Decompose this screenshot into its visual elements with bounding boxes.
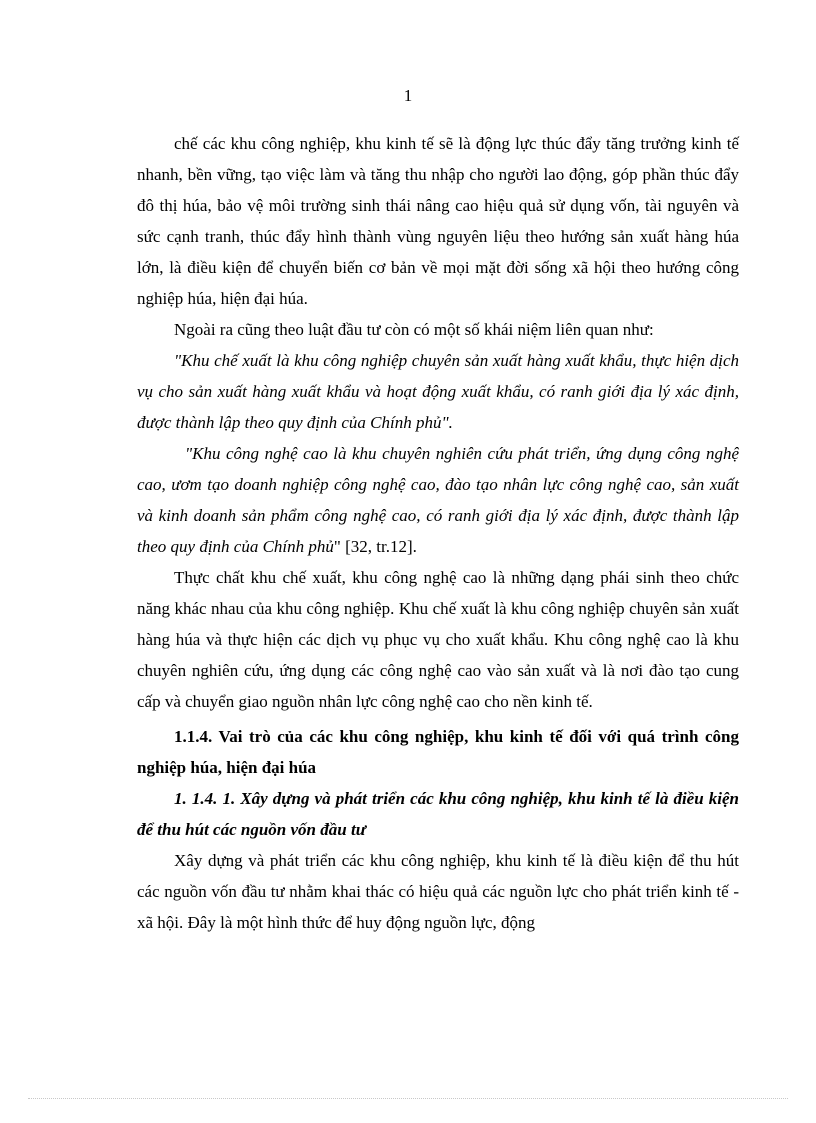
- paragraph-economic-impact: chế các khu công nghiệp, khu kinh tế sẽ là động lực thúc đẩy tăng trưởng kinh tế nhanh, bền vững, tạo việc làm và tăng thu nhập cho người lao động, góp phần thúc đẩy đô thị húa, bảo vệ môi trường sinh thái nâng cao hiệu quả sử dụng vốn, tài nguyên và sức cạnh tranh, thúc đẩy hình thành vùng nguyên liệu theo hướng sản xuất hàng húa lớn, là điều kiện để chuyển biến cơ bản về mọi mặt đời sống xã hội theo hướng công nghiệp húa, hiện đại húa.: [137, 134, 739, 308]
- paragraph-high-tech-zone-definition: [137, 438, 739, 562]
- paragraph-export-processing-zone-definition: "Khu chế xuất là khu công nghiệp chuyên sản xuất hàng xuất khẩu, thực hiện dịch vụ cho sản xuất hàng xuất khẩu và hoạt động xuất khẩu, có ranh giới địa lý xác định, được thành lập theo quy định của Chính phủ".: [137, 351, 739, 432]
- paragraph-related-concepts: Ngoài ra cũng theo luật đầu tư còn có một số khái niệm liên quan như:: [174, 320, 654, 339]
- section-heading-1-1-4: 1.1.4. Vai trò của các khu công nghiệp, khu kinh tế đối với quá trình công nghiệp húa, hiện đại húa: [137, 727, 739, 777]
- page-number: 1: [403, 86, 413, 105]
- footer-divider: [28, 1098, 788, 1099]
- citation-reference: " [32, tr.12].: [333, 537, 417, 556]
- high-tech-zone-quote: "Khu công nghệ cao là khu chuyên nghiên cứu phát triển, ứng dụng công nghệ cao, ươm tạo doanh nghiệp công nghệ cao, đào tạo nhân lực công nghệ cao, sản xuất và kinh doanh sản phẩm công nghệ cao, có ranh giới địa lý xác định, được thành lập theo quy định của Chính phủ: [137, 444, 739, 556]
- paragraph-attract-investment: Xây dựng và phát triển các khu công nghiệp, khu kinh tế là điều kiện để thu hút các nguồn vốn đầu tư nhằm khai thác có hiệu quả các nguồn lực cho phát triển kinh tế - xã hội. Đây là một hình thức để huy động nguồn lực, động: [137, 851, 739, 932]
- paragraph-nature-of-zones: Thực chất khu chế xuất, khu công nghệ cao là những dạng phái sinh theo chức năng khác nhau của khu công nghiệp. Khu chế xuất là khu công nghiệp chuyên sản xuất hàng húa và thực hiện các dịch vụ phục vụ cho xuất khẩu. Khu công nghệ cao là khu chuyên nghiên cứu, ứng dụng các công nghệ cao vào sản xuất và là nơi đào tạo cung cấp và chuyển giao nguồn nhân lực công nghệ cao cho nền kinh tế.: [137, 568, 739, 711]
- subsection-heading-1-1-4-1: 1. 1.4. 1. Xây dựng và phát triển các khu công nghiệp, khu kinh tế là điều kiện để thu hút các nguồn vốn đầu tư: [137, 789, 739, 839]
- document-body: [137, 128, 739, 938]
